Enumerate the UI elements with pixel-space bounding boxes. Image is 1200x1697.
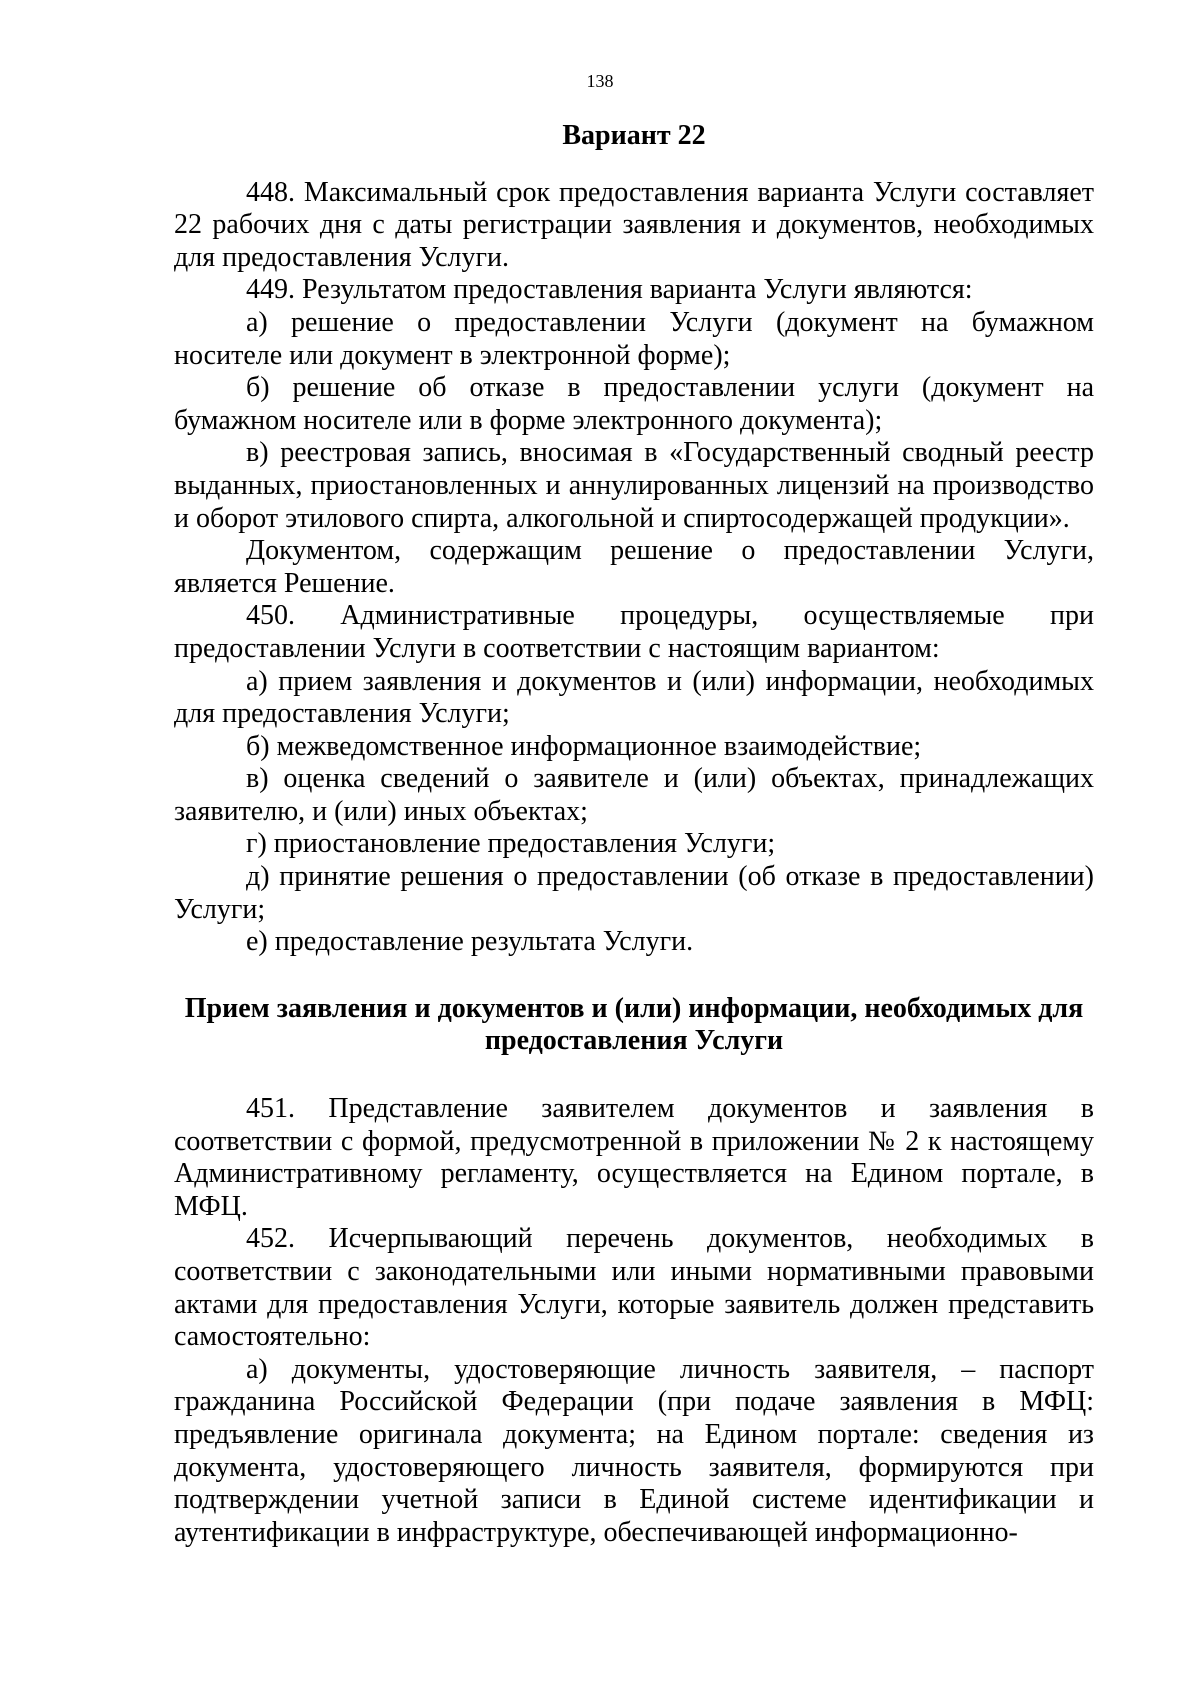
- list-item-450-e: е) предоставление результата Услуги.: [246, 926, 694, 958]
- paragraph-452: 452. Исчерпывающий перечень документов, необходимых в соответствии с законодательными или иными нормативными правовыми актами для предоставления Услуги, которые заявитель должен представить самостоятельно:: [174, 1223, 1094, 1353]
- section-variant-22: [174, 177, 1094, 959]
- list-item-449-a: а) решение о предоставлении Услуги (документ на бумажном носителе или документ в электронной форме);: [174, 306, 1094, 371]
- paragraph-document-decision: Документом, содержащим решение о предоставлении Услуги, является Решение.: [174, 535, 1094, 599]
- list-item-450-d: д) принятие решения о предоставлении (об отказе в предоставлении) Услуги;: [174, 861, 1094, 925]
- list-item-449-v: в) реестровая запись, вносимая в «Государственный сводный реестр выданных, приостановленных и аннулированных лицензий на производство и оборот этилового спирта, алкогольной и спиртосодержащей продукции».: [174, 437, 1094, 534]
- page-title: Вариант 22: [562, 120, 706, 151]
- paragraph-449: 449. Результатом предоставления варианта Услуги являются:: [246, 274, 973, 306]
- list-item-450-b: б) межведомственное информационное взаимодействие;: [246, 730, 922, 762]
- page-number: 138: [586, 71, 614, 91]
- section-application-intake: [174, 1093, 1094, 1549]
- page-content: [174, 120, 1094, 1549]
- paragraph-450: 450. Административные процедуры, осуществляемые при предоставлении Услуги в соответствии с настоящим вариантом:: [174, 600, 1094, 664]
- list-item-450-a: а) прием заявления и документов и (или) информации, необходимых для предоставления Услуги;: [174, 665, 1094, 730]
- list-item-450-g: г) приостановление предоставления Услуги;: [246, 828, 776, 860]
- paragraph-451: 451. Представление заявителем документов и заявления в соответствии с формой, предусмотренной в приложении № 2 к настоящему Административному регламенту, осуществляется на Едином портале, в МФЦ.: [174, 1093, 1094, 1222]
- paragraph-448: 448. Максимальный срок предоставления варианта Услуги составляет 22 рабочих дня с даты регистрации заявления и документов, необходимых для предоставления Услуги.: [174, 176, 1094, 273]
- list-item-449-b: б) решение об отказе в предоставлении услуги (документ на бумажном носителе или в форме электронного документа);: [174, 372, 1094, 436]
- list-item-450-v: в) оценка сведений о заявителе и (или) объектах, принадлежащих заявителю, и (или) иных объектах;: [174, 763, 1094, 827]
- list-item-452-a: а) документы, удостоверяющие личность заявителя, – паспорт гражданина Российской Федерации (при подаче заявления в МФЦ: предъявление оригинала документа; на Едином портале: сведения из документа, удостоверяющего личность заявителя, формируются при подтверждении учетной записи в Единой системе идентификации и аутентификации в инфраструктуре, обеспечивающей информационно-: [174, 1353, 1094, 1548]
- section-heading: Прием заявления и документов и (или) информации, необходимых для предоставления Услуги: [184, 992, 1084, 1057]
